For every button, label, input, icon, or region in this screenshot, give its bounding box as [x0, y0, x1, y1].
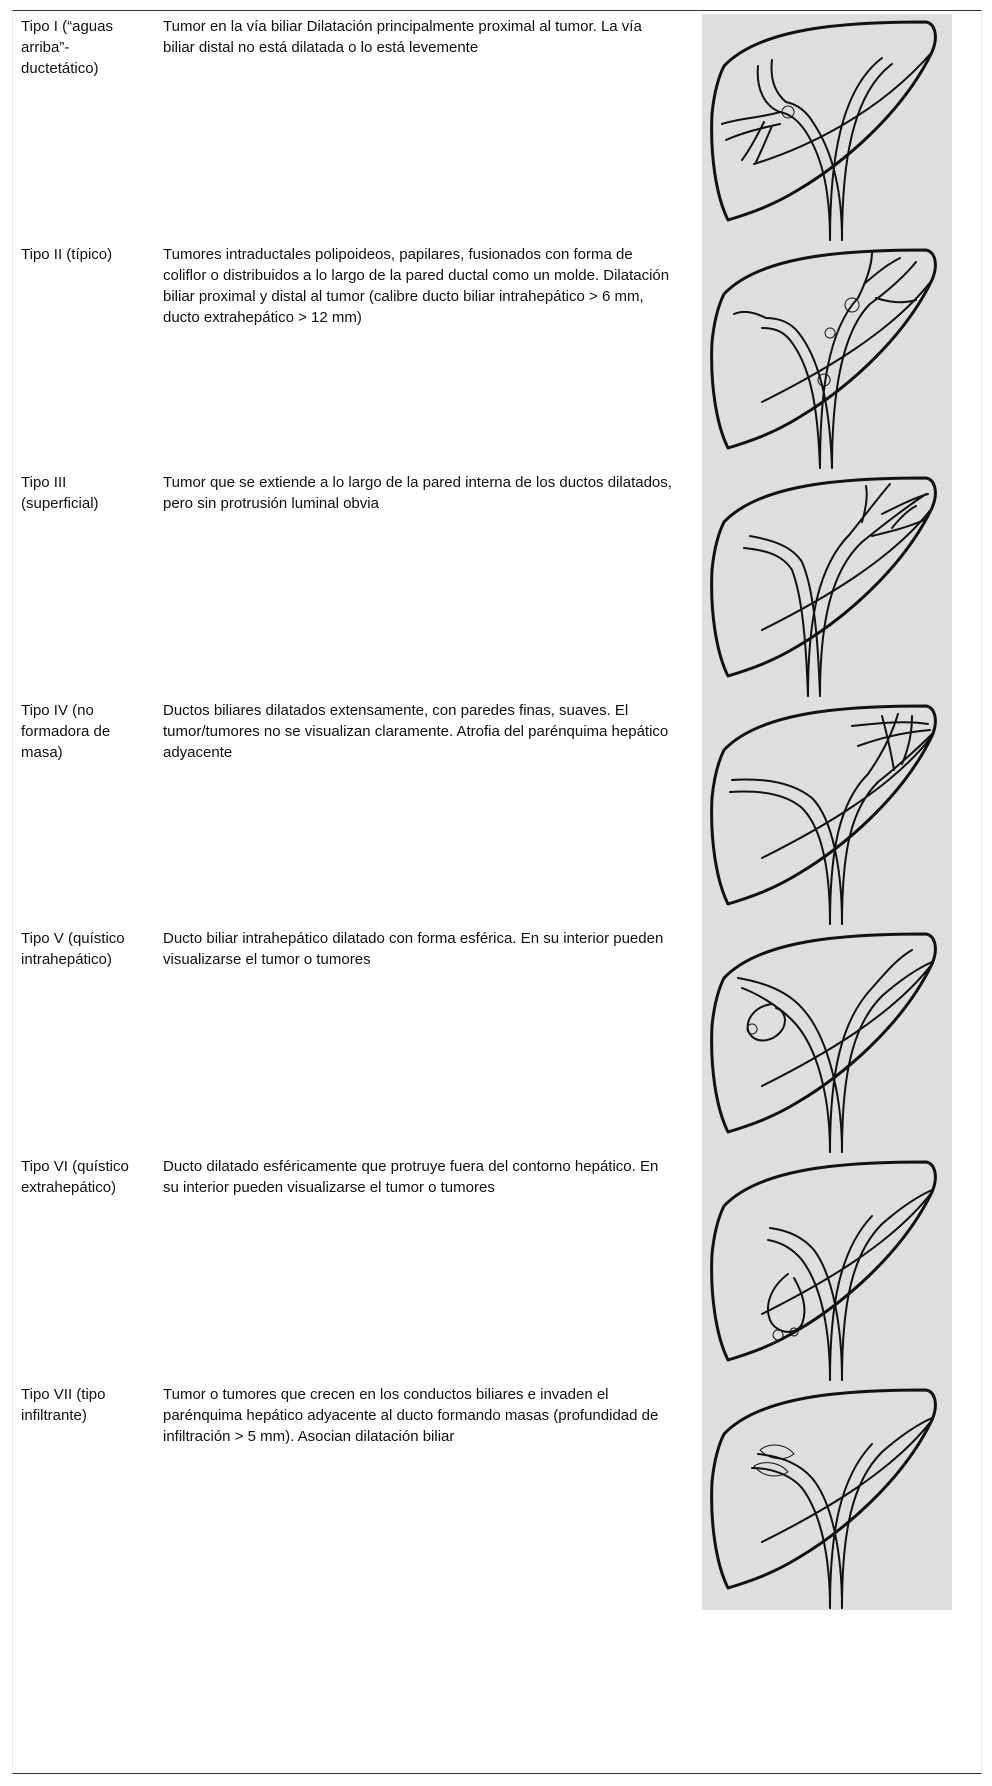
type-label: Tipo III (superficial) [21, 474, 99, 512]
table-row [12, 240, 982, 468]
table-row [12, 1380, 982, 1608]
type-description: Ducto biliar intrahepático dilatado con forma esférica. En su interior pueden visualizarse el tumor o tumores [163, 930, 664, 968]
liver-ducts-icon [702, 470, 952, 698]
type-label: Tipo VI (quístico extrahepático) [21, 1158, 129, 1196]
table-row [12, 696, 982, 924]
liver-cyst-icon [702, 926, 952, 1154]
type-label: Tipo I (“aguas arriba”-ductetático) [21, 18, 113, 77]
type-description: Ducto dilatado esféricamente que protruye fuera del contorno hepático. En su interior pueden visualizarse el tumor o tumores [163, 1158, 659, 1196]
liver-ducts-icon [702, 242, 952, 470]
liver-infiltrating-icon [702, 1382, 952, 1610]
type-label: Tipo V (quístico intrahepático) [21, 930, 125, 968]
type-description: Tumores intraductales polipoideos, papilares, fusionados con forma de coliflor o distribuidos a lo largo de la pared ductal como un molde. Dilatación biliar proximal y distal al tumor (calibre ducto biliar intrahepático > 6 mm, ducto extrahepático > 12 mm) [163, 246, 670, 326]
type-description: Tumor o tumores que crecen en los conductos biliares e invaden el parénquima hepático adyacente al ducto formando masas (profundidad de infiltración > 5 mm). Asocian dilatación biliar [163, 1386, 659, 1445]
table-row [12, 1152, 982, 1380]
table-row [12, 924, 982, 1152]
liver-ducts-icon [702, 14, 952, 242]
type-label: Tipo II (típico) [21, 246, 113, 263]
liver-cyst-icon [702, 1154, 952, 1382]
table-row [12, 12, 982, 240]
type-label: Tipo IV (no formadora de masa) [21, 702, 111, 761]
table-row [12, 468, 982, 696]
liver-ducts-icon [702, 698, 952, 926]
type-description: Ductos biliares dilatados extensamente, con paredes finas, suaves. El tumor/tumores no se visualizan claramente. Atrofia del parénquima hepático adyacente [163, 702, 669, 761]
type-label: Tipo VII (tipo infiltrante) [21, 1386, 106, 1424]
type-description: Tumor en la vía biliar Dilatación principalmente proximal al tumor. La vía biliar distal no está dilatada o lo está levemente [163, 18, 642, 56]
type-description: Tumor que se extiende a lo largo de la pared interna de los ductos dilatados, pero sin protrusión luminal obvia [163, 474, 672, 512]
